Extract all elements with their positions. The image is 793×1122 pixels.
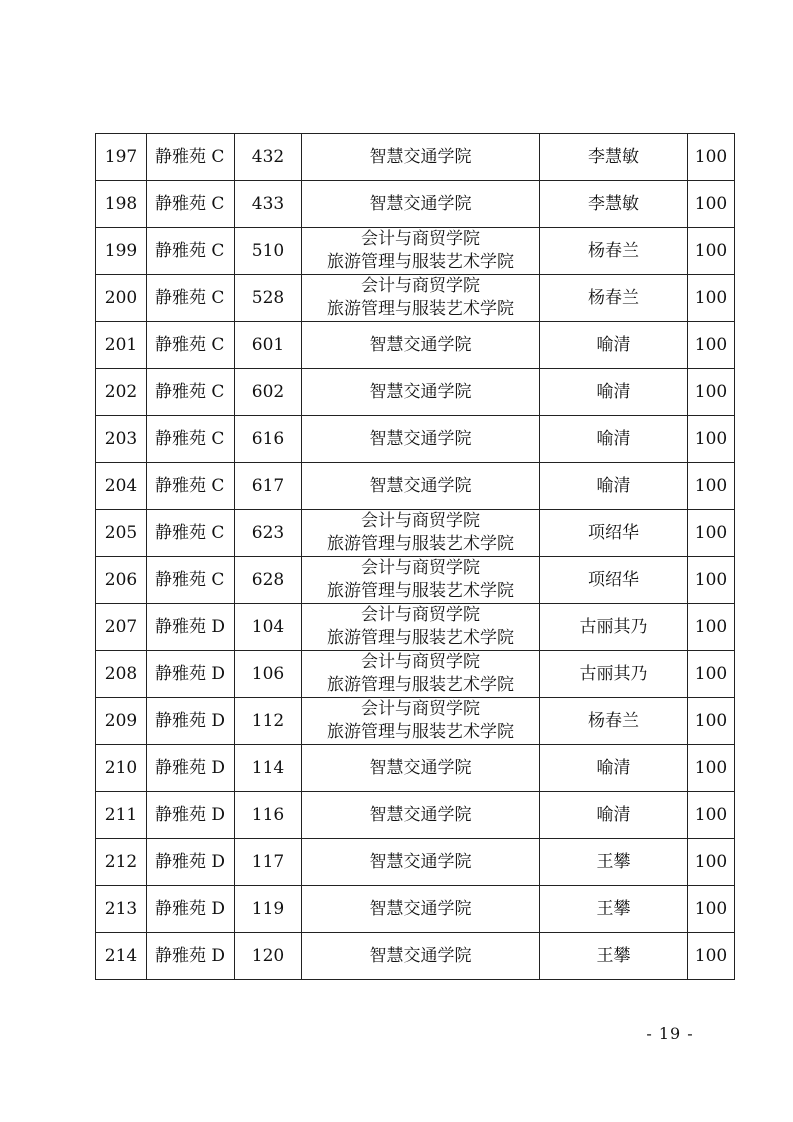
- building-cell: 静雅苑 C: [147, 557, 235, 604]
- room-number-cell: 433: [235, 181, 302, 228]
- college-cell: [302, 557, 540, 604]
- college-name: 旅游管理与服装艺术学院: [327, 252, 514, 272]
- responsible-person-cell: 喻清: [540, 416, 688, 463]
- college-name: 旅游管理与服装艺术学院: [327, 581, 514, 601]
- score-cell: 100: [688, 745, 735, 792]
- building-cell: 静雅苑 C: [147, 228, 235, 275]
- college-name: 智慧交通学院: [369, 804, 472, 825]
- college-name: 旅游管理与服装艺术学院: [327, 722, 514, 742]
- college-name: 旅游管理与服装艺术学院: [327, 299, 514, 319]
- score-cell: 100: [688, 510, 735, 557]
- room-number-cell: 616: [235, 416, 302, 463]
- row-number-cell: 205: [96, 510, 147, 557]
- table-body: [96, 134, 735, 980]
- dormitory-score-table: [95, 133, 735, 980]
- college-name: 会计与商贸学院: [361, 276, 480, 296]
- building-cell: 静雅苑 D: [147, 745, 235, 792]
- college-cell: [302, 181, 540, 228]
- score-cell: 100: [688, 322, 735, 369]
- college-cell: [302, 228, 540, 275]
- room-number-cell: 106: [235, 651, 302, 698]
- college-cell: [302, 886, 540, 933]
- room-number-cell: 617: [235, 463, 302, 510]
- room-number-cell: 623: [235, 510, 302, 557]
- table-row: [96, 181, 735, 228]
- building-cell: 静雅苑 C: [147, 275, 235, 322]
- responsible-person-cell: 喻清: [540, 369, 688, 416]
- college-name: 智慧交通学院: [369, 851, 472, 872]
- college-name: 会计与商贸学院: [361, 652, 480, 672]
- college-name: 智慧交通学院: [369, 334, 472, 355]
- room-number-cell: 601: [235, 322, 302, 369]
- score-cell: 100: [688, 181, 735, 228]
- table-row: [96, 275, 735, 322]
- building-cell: 静雅苑 C: [147, 134, 235, 181]
- responsible-person-cell: 喻清: [540, 463, 688, 510]
- responsible-person-cell: 李慧敏: [540, 134, 688, 181]
- score-cell: 100: [688, 604, 735, 651]
- college-name: 智慧交通学院: [369, 381, 472, 402]
- page-number: - 19 -: [646, 1024, 694, 1043]
- room-number-cell: 528: [235, 275, 302, 322]
- responsible-person-cell: 古丽其乃: [540, 604, 688, 651]
- score-cell: 100: [688, 698, 735, 745]
- table-row: [96, 886, 735, 933]
- score-cell: 100: [688, 557, 735, 604]
- room-number-cell: 119: [235, 886, 302, 933]
- college-cell: [302, 745, 540, 792]
- building-cell: 静雅苑 D: [147, 698, 235, 745]
- table-row: [96, 228, 735, 275]
- college-cell: [302, 792, 540, 839]
- building-cell: 静雅苑 D: [147, 886, 235, 933]
- college-cell: [302, 416, 540, 463]
- room-number-cell: 120: [235, 933, 302, 980]
- row-number-cell: 206: [96, 557, 147, 604]
- college-name: 会计与商贸学院: [361, 699, 480, 719]
- college-cell: [302, 463, 540, 510]
- responsible-person-cell: 王攀: [540, 933, 688, 980]
- building-cell: 静雅苑 D: [147, 604, 235, 651]
- responsible-person-cell: 喻清: [540, 745, 688, 792]
- row-number-cell: 210: [96, 745, 147, 792]
- score-cell: 100: [688, 463, 735, 510]
- responsible-person-cell: 古丽其乃: [540, 651, 688, 698]
- college-cell: [302, 510, 540, 557]
- table-row: [96, 510, 735, 557]
- college-name: 旅游管理与服装艺术学院: [327, 675, 514, 695]
- building-cell: 静雅苑 C: [147, 369, 235, 416]
- responsible-person-cell: 王攀: [540, 886, 688, 933]
- college-cell: [302, 134, 540, 181]
- room-number-cell: 116: [235, 792, 302, 839]
- table-row: [96, 369, 735, 416]
- responsible-person-cell: 喻清: [540, 322, 688, 369]
- score-cell: 100: [688, 886, 735, 933]
- table-row: [96, 839, 735, 886]
- row-number-cell: 213: [96, 886, 147, 933]
- college-name: 旅游管理与服装艺术学院: [327, 628, 514, 648]
- row-number-cell: 211: [96, 792, 147, 839]
- row-number-cell: 204: [96, 463, 147, 510]
- room-number-cell: 432: [235, 134, 302, 181]
- table-row: [96, 604, 735, 651]
- table-row: [96, 792, 735, 839]
- college-name: 会计与商贸学院: [361, 229, 480, 249]
- responsible-person-cell: 王攀: [540, 839, 688, 886]
- building-cell: 静雅苑 C: [147, 322, 235, 369]
- room-number-cell: 628: [235, 557, 302, 604]
- row-number-cell: 208: [96, 651, 147, 698]
- table-row: [96, 745, 735, 792]
- college-name: 会计与商贸学院: [361, 605, 480, 625]
- score-cell: 100: [688, 416, 735, 463]
- score-cell: 100: [688, 651, 735, 698]
- college-name: 旅游管理与服装艺术学院: [327, 534, 514, 554]
- responsible-person-cell: 杨春兰: [540, 698, 688, 745]
- room-number-cell: 104: [235, 604, 302, 651]
- row-number-cell: 201: [96, 322, 147, 369]
- table-row: [96, 557, 735, 604]
- college-cell: [302, 322, 540, 369]
- building-cell: 静雅苑 D: [147, 792, 235, 839]
- college-cell: [302, 933, 540, 980]
- row-number-cell: 209: [96, 698, 147, 745]
- table-row: [96, 322, 735, 369]
- table-row: [96, 416, 735, 463]
- responsible-person-cell: 喻清: [540, 792, 688, 839]
- college-cell: [302, 604, 540, 651]
- building-cell: 静雅苑 C: [147, 510, 235, 557]
- row-number-cell: 202: [96, 369, 147, 416]
- table-row: [96, 463, 735, 510]
- building-cell: 静雅苑 D: [147, 651, 235, 698]
- college-cell: [302, 651, 540, 698]
- college-name: 智慧交通学院: [369, 757, 472, 778]
- room-number-cell: 112: [235, 698, 302, 745]
- college-cell: [302, 698, 540, 745]
- row-number-cell: 203: [96, 416, 147, 463]
- row-number-cell: 199: [96, 228, 147, 275]
- college-cell: [302, 275, 540, 322]
- college-name: 会计与商贸学院: [361, 511, 480, 531]
- room-number-cell: 602: [235, 369, 302, 416]
- row-number-cell: 214: [96, 933, 147, 980]
- score-cell: 100: [688, 134, 735, 181]
- room-number-cell: 117: [235, 839, 302, 886]
- row-number-cell: 197: [96, 134, 147, 181]
- college-cell: [302, 369, 540, 416]
- room-number-cell: 114: [235, 745, 302, 792]
- responsible-person-cell: 杨春兰: [540, 228, 688, 275]
- building-cell: 静雅苑 C: [147, 181, 235, 228]
- building-cell: 静雅苑 D: [147, 933, 235, 980]
- building-cell: 静雅苑 D: [147, 839, 235, 886]
- score-cell: 100: [688, 792, 735, 839]
- row-number-cell: 207: [96, 604, 147, 651]
- college-cell: [302, 839, 540, 886]
- building-cell: 静雅苑 C: [147, 463, 235, 510]
- responsible-person-cell: 杨春兰: [540, 275, 688, 322]
- college-name: 智慧交通学院: [369, 945, 472, 966]
- table-row: [96, 134, 735, 181]
- score-cell: 100: [688, 369, 735, 416]
- table-row: [96, 698, 735, 745]
- table-row: [96, 933, 735, 980]
- score-cell: 100: [688, 228, 735, 275]
- college-name: 智慧交通学院: [369, 193, 472, 214]
- college-name: 会计与商贸学院: [361, 558, 480, 578]
- college-name: 智慧交通学院: [369, 428, 472, 449]
- college-name: 智慧交通学院: [369, 146, 472, 167]
- college-name: 智慧交通学院: [369, 475, 472, 496]
- row-number-cell: 200: [96, 275, 147, 322]
- responsible-person-cell: 项绍华: [540, 557, 688, 604]
- score-cell: 100: [688, 839, 735, 886]
- score-cell: 100: [688, 933, 735, 980]
- responsible-person-cell: 李慧敏: [540, 181, 688, 228]
- college-name: 智慧交通学院: [369, 898, 472, 919]
- score-cell: 100: [688, 275, 735, 322]
- building-cell: 静雅苑 C: [147, 416, 235, 463]
- row-number-cell: 198: [96, 181, 147, 228]
- row-number-cell: 212: [96, 839, 147, 886]
- table-row: [96, 651, 735, 698]
- room-number-cell: 510: [235, 228, 302, 275]
- responsible-person-cell: 项绍华: [540, 510, 688, 557]
